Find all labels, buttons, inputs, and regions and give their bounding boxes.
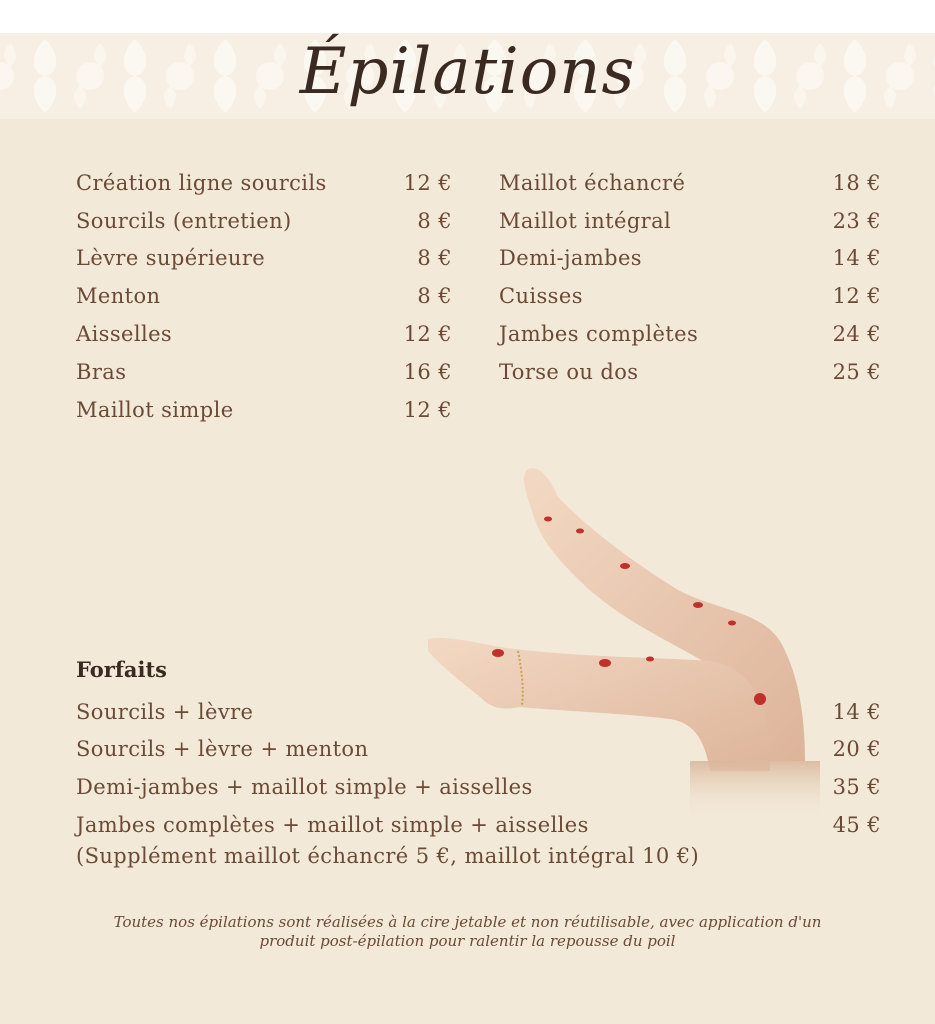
item-label: Lèvre supérieure [76, 246, 266, 270]
item-price: 16 € [403, 360, 452, 384]
forfaits-heading: Forfaits [76, 657, 167, 682]
item-price: 45 € [832, 813, 881, 837]
list-item [76, 730, 881, 768]
list-item [76, 768, 881, 806]
item-label: Demi-jambes [499, 246, 642, 270]
item-label: Jambes complètes [499, 322, 699, 346]
item-label: Maillot simple [76, 398, 234, 422]
menu-card [0, 33, 935, 1024]
list-item [499, 202, 881, 240]
item-price: 18 € [832, 171, 881, 195]
list-item [76, 315, 452, 353]
item-label: Aisselles [76, 322, 173, 346]
footnote: Toutes nos épilations sont réalisées à la cire jetable et non réutilisable, avec application d'un produit post-épilation pour ralentir la repousse du poil [113, 913, 822, 950]
item-label: Jambes complètes + maillot simple + aisselles [76, 813, 589, 837]
list-item [499, 164, 881, 202]
item-price: 12 € [403, 398, 452, 422]
item-price: 8 € [417, 209, 452, 233]
item-label: Menton [76, 284, 161, 308]
item-label: Sourcils + lèvre [76, 700, 254, 724]
item-price: 20 € [832, 737, 881, 761]
list-item [76, 693, 881, 731]
list-item [76, 239, 452, 277]
item-label: Demi-jambes + maillot simple + aisselles [76, 775, 533, 799]
item-label: Bras [76, 360, 127, 384]
item-price: 8 € [417, 284, 452, 308]
item-price: 24 € [832, 322, 881, 346]
item-label: Création ligne sourcils [76, 171, 327, 195]
list-item [76, 353, 452, 391]
item-price: 35 € [832, 775, 881, 799]
item-price: 23 € [832, 209, 881, 233]
list-item [76, 164, 452, 202]
list-item [76, 202, 452, 240]
page-title: Épilations [299, 35, 636, 109]
item-label: Sourcils + lèvre + menton [76, 737, 369, 761]
list-item [76, 277, 452, 315]
list-item [499, 315, 881, 353]
item-price: 14 € [832, 246, 881, 270]
item-price: 14 € [832, 700, 881, 724]
item-price: 12 € [403, 322, 452, 346]
list-item [499, 277, 881, 315]
list-item [499, 239, 881, 277]
header-banner [0, 33, 935, 119]
item-label: Maillot intégral [499, 209, 672, 233]
list-item [499, 353, 881, 391]
item-price: 25 € [832, 360, 881, 384]
item-label: Maillot échancré [499, 171, 686, 195]
item-price: 12 € [832, 284, 881, 308]
supplement-note: (Supplément maillot échancré 5 €, maillot intégral 10 €) [76, 844, 700, 868]
list-item [76, 806, 881, 844]
list-item [76, 391, 452, 429]
item-price: 8 € [417, 246, 452, 270]
item-label: Sourcils (entretien) [76, 209, 292, 233]
item-label: Cuisses [499, 284, 583, 308]
item-price: 12 € [403, 171, 452, 195]
item-label: Torse ou dos [499, 360, 639, 384]
